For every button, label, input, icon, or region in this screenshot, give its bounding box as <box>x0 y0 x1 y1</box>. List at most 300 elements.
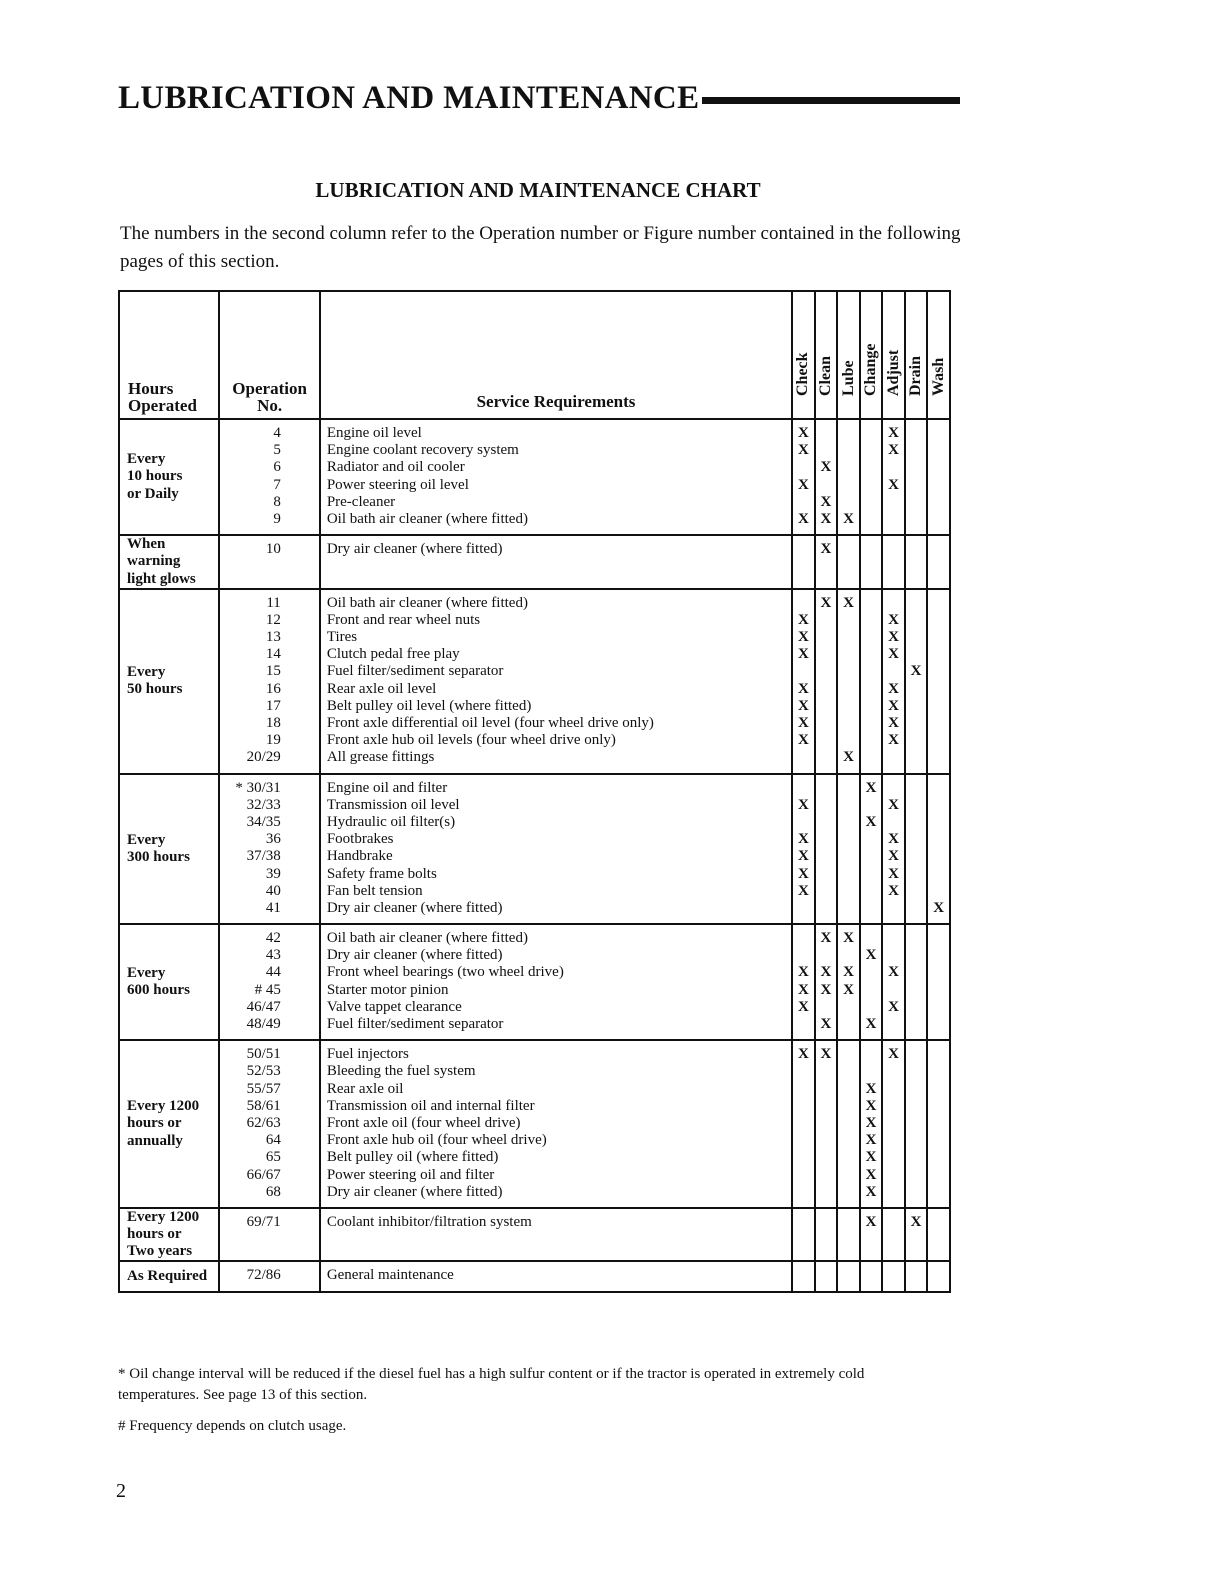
interval-line: or Daily <box>127 485 179 502</box>
mark <box>816 999 837 1016</box>
mark <box>793 780 814 797</box>
operation-number: 68 <box>265 1183 281 1200</box>
service-requirement: Front and rear wheel nuts <box>326 611 481 628</box>
service-requirement: Bleeding the fuel system <box>326 1063 476 1080</box>
mark <box>861 732 882 749</box>
maintenance-table <box>118 290 951 1293</box>
mark <box>906 595 927 612</box>
mark: X <box>798 831 809 848</box>
mark <box>838 999 859 1016</box>
operation-number: 55/57 <box>246 1080 281 1097</box>
mark <box>793 1149 814 1166</box>
mark <box>816 715 837 732</box>
footnote-clutch: # Frequency depends on clutch usage. <box>118 1418 347 1434</box>
mark <box>816 612 837 629</box>
mark <box>838 1149 859 1166</box>
mark <box>816 1063 837 1080</box>
header-action-lube <box>837 291 860 419</box>
mark-cell-lube <box>837 924 860 1040</box>
mark-cell-adjust <box>882 774 905 925</box>
table-body <box>119 419 950 1292</box>
service-cell <box>320 1261 792 1291</box>
mark <box>793 459 814 476</box>
table-row <box>119 419 950 535</box>
operation-number: 8 <box>273 493 281 510</box>
mark <box>883 930 904 947</box>
mark-cell-wash <box>927 535 950 589</box>
mark <box>906 459 927 476</box>
service-requirement: Fuel injectors <box>326 1046 409 1063</box>
mark: X <box>888 629 899 646</box>
mark <box>928 797 949 814</box>
mark <box>906 1063 927 1080</box>
interval-cell <box>119 1040 219 1208</box>
mark <box>861 982 882 999</box>
mark <box>793 814 814 831</box>
mark <box>861 663 882 680</box>
operation-number: 40 <box>265 882 281 899</box>
header-op-line: No. <box>257 395 283 415</box>
operation-number: 32/33 <box>246 796 281 813</box>
mark <box>928 1063 949 1080</box>
mark-cell-clean <box>815 535 838 589</box>
header-action-wash <box>927 291 950 419</box>
mark <box>793 1098 814 1115</box>
mark: X <box>865 947 877 964</box>
service-cell <box>320 589 792 774</box>
mark: X <box>798 964 809 981</box>
action-label: Clean <box>816 356 834 396</box>
mark <box>816 1267 837 1284</box>
mark <box>816 698 837 715</box>
mark <box>928 646 949 663</box>
interval-cell <box>119 1261 219 1291</box>
table-row <box>119 535 950 589</box>
mark <box>928 698 949 715</box>
service-requirement: Power steering oil and filter <box>326 1166 495 1183</box>
operation-number: 12 <box>265 611 281 628</box>
mark <box>816 681 837 698</box>
mark <box>928 1167 949 1184</box>
mark <box>906 982 927 999</box>
mark <box>906 1098 927 1115</box>
operation-number: 19 <box>265 732 281 749</box>
mark-cell-wash <box>927 1261 950 1291</box>
mark-cell-change <box>860 419 883 535</box>
service-cell <box>320 535 792 589</box>
mark <box>883 1098 904 1115</box>
operation-number: 34/35 <box>246 813 281 830</box>
service-requirement: Front axle oil (four wheel drive) <box>326 1114 521 1131</box>
mark <box>928 831 949 848</box>
header-hours-line: Hours <box>128 378 174 398</box>
mark: X <box>888 831 899 848</box>
operation-cell <box>219 1040 319 1208</box>
operation-number: 65 <box>265 1149 281 1166</box>
mark <box>928 715 949 732</box>
mark-cell-check <box>792 774 815 925</box>
mark-cell-change <box>860 1208 883 1262</box>
mark: X <box>888 425 899 441</box>
mark <box>906 814 927 831</box>
mark: X <box>888 697 899 714</box>
mark <box>838 1167 859 1184</box>
mark-cell-adjust <box>882 535 905 589</box>
interval-cell <box>119 924 219 1040</box>
mark <box>861 999 882 1016</box>
action-label: Drain <box>907 356 925 396</box>
mark <box>906 494 927 511</box>
mark <box>906 831 927 848</box>
operation-number: 14 <box>265 646 281 663</box>
interval-cell <box>119 589 219 774</box>
mark <box>883 749 904 766</box>
mark <box>906 1267 927 1284</box>
service-requirement: Oil bath air cleaner (where fitted) <box>326 930 528 947</box>
interval-cell <box>119 1208 219 1262</box>
service-requirement: Valve tappet clearance <box>326 998 462 1015</box>
mark <box>793 1063 814 1080</box>
mark: X <box>843 510 854 527</box>
mark <box>816 1081 837 1098</box>
mark: X <box>865 1132 877 1149</box>
mark-cell-drain <box>905 1261 928 1291</box>
mark-cell-check <box>792 589 815 774</box>
interval-line: Every 1200 <box>127 1208 200 1225</box>
mark <box>883 595 904 612</box>
mark <box>816 866 837 883</box>
header-action-adjust <box>882 291 905 419</box>
mark <box>906 1016 927 1033</box>
mark <box>838 477 859 494</box>
operation-number: # 45 <box>254 981 281 998</box>
mark <box>928 663 949 680</box>
mark <box>906 900 927 917</box>
interval-cell <box>119 535 219 589</box>
mark <box>793 494 814 511</box>
mark <box>906 964 927 981</box>
mark-cell-adjust <box>882 1208 905 1262</box>
mark <box>906 681 927 698</box>
mark: X <box>798 1046 809 1063</box>
mark: X <box>820 493 832 510</box>
mark <box>816 1167 837 1184</box>
mark <box>838 883 859 900</box>
mark: X <box>798 882 809 899</box>
interval-line: Two years <box>127 1243 193 1260</box>
operation-number: 52/53 <box>246 1063 281 1080</box>
mark-cell-drain <box>905 1040 928 1208</box>
interval-line: warning <box>127 553 181 570</box>
mark: X <box>888 442 899 459</box>
operation-cell <box>219 924 319 1040</box>
action-label: Change <box>862 343 880 396</box>
service-cell <box>320 774 792 925</box>
mark: X <box>843 981 854 998</box>
interval-line: hours or <box>127 1226 182 1243</box>
mark <box>906 749 927 766</box>
mark <box>793 1167 814 1184</box>
mark: X <box>798 611 809 628</box>
mark <box>883 1149 904 1166</box>
service-requirement: Fuel filter/sediment separator <box>326 663 504 680</box>
operation-number: 9 <box>273 510 281 527</box>
mark <box>816 883 837 900</box>
mark <box>861 612 882 629</box>
mark: X <box>888 964 899 981</box>
mark <box>816 477 837 494</box>
service-requirement: Dry air cleaner (where fitted) <box>326 1183 503 1200</box>
operation-cell <box>219 1261 319 1291</box>
mark-cell-wash <box>927 1208 950 1262</box>
mark <box>928 511 949 528</box>
mark <box>883 541 904 558</box>
mark-cell-drain <box>905 419 928 535</box>
mark <box>793 1016 814 1033</box>
mark <box>793 749 814 766</box>
mark <box>793 1081 814 1098</box>
operation-number: 36 <box>265 831 281 848</box>
header-hours-operated <box>119 291 219 419</box>
mark <box>838 1081 859 1098</box>
mark <box>861 698 882 715</box>
mark-cell-change <box>860 589 883 774</box>
table-row <box>119 924 950 1040</box>
mark <box>883 780 904 797</box>
operation-number: 39 <box>265 865 281 882</box>
mark: X <box>798 476 809 493</box>
mark-cell-check <box>792 1208 815 1262</box>
operation-number: 11 <box>266 594 281 611</box>
mark-cell-clean <box>815 924 838 1040</box>
chart-title: LUBRICATION AND MAINTENANCE CHART <box>315 178 761 202</box>
mark <box>906 629 927 646</box>
mark <box>861 866 882 883</box>
service-requirement: Front wheel bearings (two wheel drive) <box>326 964 564 981</box>
mark <box>883 1132 904 1149</box>
mark <box>906 947 927 964</box>
mark-cell-lube <box>837 1261 860 1291</box>
mark <box>838 663 859 680</box>
mark-cell-wash <box>927 774 950 925</box>
mark <box>861 900 882 917</box>
operation-number: 37/38 <box>246 848 281 865</box>
table-row <box>119 1261 950 1291</box>
mark <box>906 541 927 558</box>
mark <box>906 1132 927 1149</box>
table-row <box>119 589 950 774</box>
mark <box>793 900 814 917</box>
operation-number: 6 <box>273 459 281 476</box>
operation-number: 13 <box>265 629 281 646</box>
mark-cell-lube <box>837 419 860 535</box>
mark <box>838 1132 859 1149</box>
mark: X <box>865 1149 877 1166</box>
operation-cell <box>219 774 319 925</box>
mark <box>883 947 904 964</box>
mark-cell-check <box>792 1261 815 1291</box>
mark: X <box>843 749 854 766</box>
mark: X <box>798 848 809 865</box>
mark <box>906 698 927 715</box>
mark <box>816 1098 837 1115</box>
mark <box>906 1149 927 1166</box>
mark <box>861 459 882 476</box>
mark <box>816 900 837 917</box>
operation-number: 50/51 <box>246 1046 281 1063</box>
service-requirement: Transmission oil and internal filter <box>326 1097 535 1114</box>
operation-number: 58/61 <box>246 1097 281 1114</box>
mark <box>861 883 882 900</box>
interval-line: 50 hours <box>127 681 183 698</box>
mark <box>906 1115 927 1132</box>
mark <box>861 964 882 981</box>
service-requirement: Safety frame bolts <box>326 865 437 882</box>
mark <box>838 831 859 848</box>
mark: X <box>888 1046 899 1063</box>
mark-cell-lube <box>837 535 860 589</box>
mark <box>861 442 882 459</box>
mark <box>928 442 949 459</box>
mark <box>838 1267 859 1284</box>
mark <box>928 1132 949 1149</box>
intro-text: The numbers in the second column refer to the Operation number or Figure number contained in the following pages of this section. <box>120 223 961 272</box>
mark <box>838 1063 859 1080</box>
mark <box>906 425 927 442</box>
mark: X <box>798 646 809 663</box>
mark-cell-adjust <box>882 419 905 535</box>
mark <box>928 541 949 558</box>
mark-cell-lube <box>837 1208 860 1262</box>
mark <box>883 900 904 917</box>
mark <box>861 511 882 528</box>
header-action-check <box>792 291 815 419</box>
service-requirement: Clutch pedal free play <box>326 646 460 663</box>
footnote-oil-change: * Oil change interval will be reduced if the diesel fuel has a high sulfur content or if the tractor is operated in extremely cold temperatures. See page 13 of this section. <box>118 1366 865 1403</box>
service-requirement: Handbrake <box>326 848 393 865</box>
action-label: Lube <box>839 360 857 396</box>
mark: X <box>798 998 809 1015</box>
mark <box>838 425 859 442</box>
mark <box>838 780 859 797</box>
mark <box>816 646 837 663</box>
mark: X <box>865 779 877 796</box>
mark <box>883 1214 904 1231</box>
operation-number: 15 <box>265 663 281 680</box>
header-op-line: Operation <box>232 378 307 398</box>
mark-cell-drain <box>905 924 928 1040</box>
interval-line: light glows <box>127 570 196 587</box>
mark: X <box>843 964 854 981</box>
mark <box>906 797 927 814</box>
mark-cell-change <box>860 774 883 925</box>
mark <box>816 425 837 442</box>
operation-number: 10 <box>265 541 281 558</box>
mark: X <box>820 1016 832 1032</box>
mark <box>816 848 837 865</box>
mark <box>838 646 859 663</box>
mark <box>906 646 927 663</box>
mark: X <box>888 796 899 813</box>
service-requirement: Engine oil and filter <box>326 779 448 796</box>
service-cell <box>320 924 792 1040</box>
mark-cell-clean <box>815 1208 838 1262</box>
mark <box>816 1184 837 1201</box>
operation-number: 69/71 <box>246 1213 281 1230</box>
interval-line: Every <box>127 964 166 981</box>
service-requirement: Front axle differential oil level (four wheel drive only) <box>326 715 654 731</box>
mark <box>883 814 904 831</box>
mark <box>883 1267 904 1284</box>
mark <box>816 1214 837 1231</box>
operation-number: 46/47 <box>246 998 281 1015</box>
operation-number: 48/49 <box>246 1016 281 1032</box>
mark: X <box>798 442 809 459</box>
mark <box>838 1115 859 1132</box>
mark <box>883 494 904 511</box>
mark <box>906 442 927 459</box>
mark <box>906 848 927 865</box>
operation-number: 44 <box>265 964 281 981</box>
mark <box>793 1115 814 1132</box>
interval-line: 10 hours <box>127 468 183 485</box>
mark <box>838 459 859 476</box>
service-requirement: Dry air cleaner (where fitted) <box>326 947 503 964</box>
mark-cell-drain <box>905 535 928 589</box>
header-operation-no <box>219 291 319 419</box>
header-hours-line: Operated <box>128 395 197 415</box>
operation-cell <box>219 1208 319 1262</box>
mark <box>906 866 927 883</box>
mark <box>861 1046 882 1063</box>
mark-cell-wash <box>927 924 950 1040</box>
header-action-drain <box>905 291 928 419</box>
operation-number: 5 <box>273 442 281 459</box>
service-requirement: Engine coolant recovery system <box>326 442 519 459</box>
mark <box>816 732 837 749</box>
mark <box>928 1115 949 1132</box>
mark-cell-clean <box>815 1040 838 1208</box>
mark-cell-change <box>860 924 883 1040</box>
mark <box>928 1016 949 1033</box>
mark <box>861 425 882 442</box>
mark <box>838 1016 859 1033</box>
mark <box>883 1184 904 1201</box>
mark-cell-adjust <box>882 1040 905 1208</box>
service-requirement: Oil bath air cleaner (where fitted) <box>326 510 528 527</box>
interval-line: When <box>127 536 166 553</box>
service-requirement: Fan belt tension <box>326 882 423 899</box>
mark <box>838 848 859 865</box>
mark <box>906 930 927 947</box>
mark <box>906 715 927 732</box>
mark <box>906 999 927 1016</box>
interval-line: Every <box>127 451 166 468</box>
mark-cell-clean <box>815 419 838 535</box>
service-requirement: Front axle hub oil levels (four wheel drive only) <box>326 732 616 749</box>
mark <box>816 831 837 848</box>
mark <box>838 947 859 964</box>
mark <box>928 1184 949 1201</box>
mark <box>928 629 949 646</box>
mark: X <box>888 646 899 663</box>
mark: X <box>798 629 809 646</box>
page-title: LUBRICATION AND MAINTENANCE <box>118 80 700 116</box>
mark <box>928 494 949 511</box>
interval-line: hours or <box>127 1115 182 1132</box>
mark <box>928 883 949 900</box>
mark: X <box>820 459 832 476</box>
